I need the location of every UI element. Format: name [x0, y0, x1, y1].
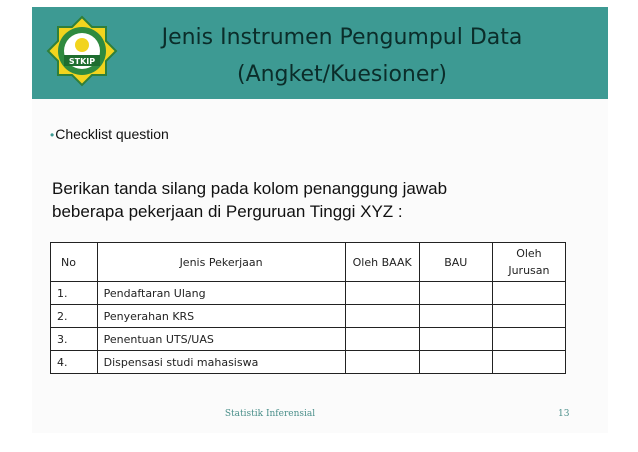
slide — [32, 7, 608, 433]
cell-oleh-jurusan[interactable] — [492, 351, 565, 374]
cell-oleh-baak[interactable] — [345, 351, 419, 374]
row-no: 3. — [51, 328, 98, 351]
instruction-line2: beberapa pekerjaan di Perguruan Tinggi XYZ : — [52, 202, 403, 221]
cell-oleh-baak[interactable] — [345, 305, 419, 328]
row-task: Penyerahan KRS — [97, 305, 345, 328]
row-no: 2. — [51, 305, 98, 328]
header-bau: BAU — [419, 243, 492, 282]
header-banner — [32, 7, 608, 99]
cell-oleh-jurusan[interactable] — [492, 305, 565, 328]
cell-oleh-baak[interactable] — [345, 328, 419, 351]
slide-title-line2: (Angket/Kuesioner) — [236, 62, 448, 87]
row-task: Penentuan UTS/UAS — [97, 328, 345, 351]
row-no: 1. — [51, 282, 98, 305]
checklist-table — [50, 242, 566, 374]
row-task: Pendaftaran Ulang — [97, 282, 345, 305]
table-row — [51, 328, 566, 351]
bullet-item — [50, 126, 169, 142]
table-header-row — [51, 243, 566, 282]
slide-title-line1: Jenis Instrumen Pengumpul Data — [161, 25, 523, 50]
header-oleh-jurusan: Oleh Jurusan — [492, 243, 565, 282]
header-jenis-pekerjaan: Jenis Pekerjaan — [97, 243, 345, 282]
cell-oleh-baak[interactable] — [345, 282, 419, 305]
cell-bau[interactable] — [419, 351, 492, 374]
row-no: 4. — [51, 351, 98, 374]
table-row — [51, 305, 566, 328]
cell-bau[interactable] — [419, 328, 492, 351]
footer-title: Statistik Inferensial — [224, 409, 316, 419]
cell-oleh-jurusan[interactable] — [492, 282, 565, 305]
bullet-marker: • — [50, 128, 55, 142]
cell-oleh-jurusan[interactable] — [492, 328, 565, 351]
page-number: 13 — [558, 409, 570, 419]
header-no: No — [51, 243, 98, 282]
cell-bau[interactable] — [419, 282, 492, 305]
table-row — [51, 282, 566, 305]
logo-text: STKIP — [68, 57, 96, 66]
instruction-text — [52, 177, 552, 223]
bullet-text: Checklist question — [55, 126, 169, 142]
row-task: Dispensasi studi mahasiswa — [97, 351, 345, 374]
cell-bau[interactable] — [419, 305, 492, 328]
table-row — [51, 351, 566, 374]
header-oleh-baak: Oleh BAAK — [345, 243, 419, 282]
instruction-line1: Berikan tanda silang pada kolom penanggung jawab — [52, 179, 448, 198]
